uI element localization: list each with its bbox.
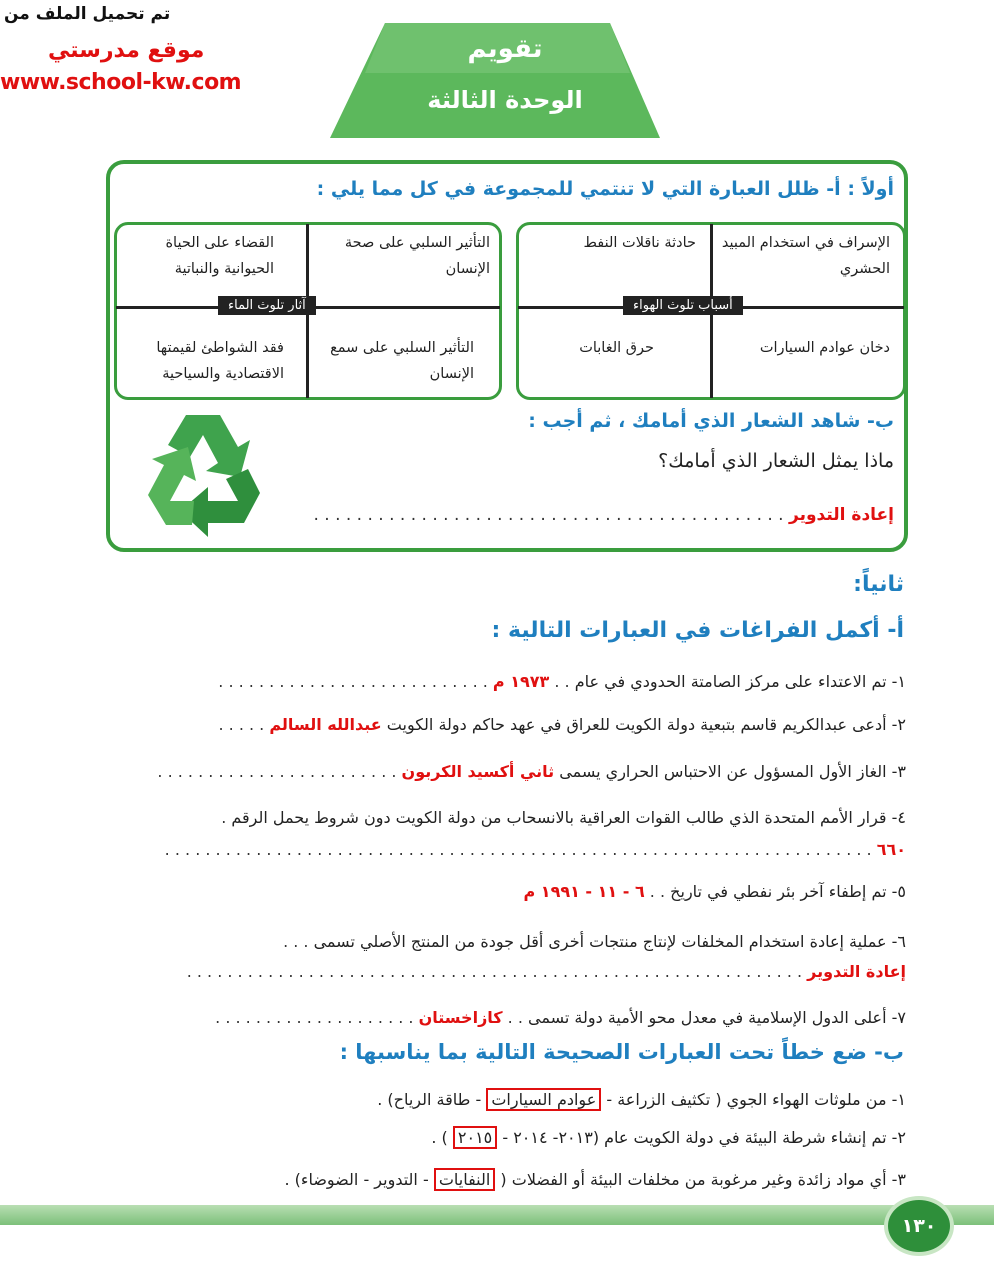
choice-item-3[interactable] — [285, 1170, 907, 1189]
fill-item-answer: ٦ - ١١ - ١٩٩١ م — [523, 882, 645, 901]
fill-item-6-answer-line[interactable]: إعادة التدوير . . . . . . . . . . . . . . . . . . . . . . . . . . . . . . . . . . . . . . . . . . . . . . . . . . . . . . . . . . . . . — [186, 962, 906, 981]
fill-item-answer: إعادة التدوير — [807, 962, 906, 981]
question-1a: أولاً : أ- ظلل العبارة التي لا تنتمي للمجموعة في كل مما يلي : — [316, 178, 894, 200]
choice-item-text: ) . — [431, 1128, 448, 1147]
question-1b: ب- شاهد الشعار الذي أمامك ، ثم أجب : — [528, 410, 894, 432]
fill-item-1[interactable]: ١- تم الاعتداء على مركز الصامتة الحدودي في عام . . ١٩٧٣ م . . . . . . . . . . . . . . . . . . . . . . . . . . . — [218, 672, 906, 691]
question-1b-text: ماذا يمثل الشعار الذي أمامك؟ — [658, 450, 894, 472]
choice-item-2[interactable] — [431, 1128, 906, 1147]
choice-item-text: ٢- تم إنشاء شرطة البيئة في دولة الكويت عام (٢٠١٣- ٢٠١٤ - — [502, 1128, 906, 1147]
fill-item-answer: ثاني أكسيد الكربون — [401, 762, 555, 781]
choice-item-text: ٣- أي مواد زائدة وغير مرغوبة من مخلفات البيئة أو الفضلات ( — [500, 1170, 906, 1189]
fill-item-4[interactable]: ٤- قرار الأمم المتحدة الذي طالب القوات العراقية بالانسحاب من دولة الكويت دون شروط يحمل الرقم . — [221, 808, 906, 827]
header-subtitle: الوحدة الثالثة — [427, 86, 583, 114]
fill-item-6[interactable]: ٦- عملية إعادة استخدام المخلفات لإنتاج منتجات أخرى أقل جودة من المنتج الأصلي تسمى . . . — [283, 932, 906, 951]
watermark-line2: موقع مدرستي — [48, 38, 205, 63]
part2-subtitle-a: أ- أكمل الفراغات في العبارات التالية : — [491, 618, 904, 643]
fill-item-3[interactable]: ٣- الغاز الأول المسؤول عن الاحتباس الحراري يسمى ثاني أكسيد الكربون . . . . . . . . . . . . . . . . . . . . . . . . — [157, 762, 906, 781]
fill-item-text: ٥- تم إطفاء آخر بئر نفطي في تاريخ — [670, 882, 906, 901]
footer-bar — [0, 1205, 994, 1225]
fill-item-text: ٤- قرار الأمم المتحدة الذي طالب القوات العراقية بالانسحاب من دولة الكويت دون شروط يحمل الرقم — [231, 808, 906, 827]
air-cell-4[interactable]: حرق الغابات — [579, 340, 654, 356]
fill-item-text: ٢- أدعى عبدالكريم قاسم بتبعية دولة الكويت للعراق في عهد حاكم دولة الكويت — [386, 715, 906, 734]
fill-item-5[interactable]: ٥- تم إطفاء آخر بئر نفطي في تاريخ . . ٦ - ١١ - ١٩٩١ م — [523, 882, 906, 901]
fill-item-text: ٧- أعلى الدول الإسلامية في معدل محو الأمية دولة تسمى — [528, 1008, 906, 1027]
air-cell-3[interactable]: دخان عوادم السيارات — [759, 340, 890, 356]
air-group-title: أسباب تلوث الهواء — [623, 296, 743, 315]
page-number: ١٣٠ — [884, 1196, 954, 1256]
water-cell-4[interactable]: فقد الشواطئ لقيمتها الاقتصادية والسياحية — [156, 340, 284, 382]
fill-item-text: ٣- الغاز الأول المسؤول عن الاحتباس الحراري يسمى — [559, 762, 906, 781]
choice-item-text: ١- من ملوثات الهواء الجوي ( تكثيف الزراعة - — [606, 1090, 906, 1109]
water-cell-1[interactable]: التأثير السلبي على صحة الإنسان — [344, 235, 490, 277]
fill-item-answer: عبدالله السالم — [269, 715, 382, 734]
air-cell-1[interactable]: الإسراف في استخدام المبيد الحشري — [721, 235, 890, 277]
fill-item-text: ٦- عملية إعادة استخدام المخلفات لإنتاج منتجات أخرى أقل جودة من المنتج الأصلي تسمى — [313, 932, 906, 951]
watermark-url[interactable]: www.school-kw.com — [0, 70, 242, 95]
fill-item-7[interactable]: ٧- أعلى الدول الإسلامية في معدل محو الأمية دولة تسمى . . كازاخستان . . . . . . . . . . . . . . . . . . . . — [215, 1008, 906, 1027]
choice-selected[interactable]: عوادم السيارات — [486, 1088, 601, 1111]
answer-1b-line[interactable]: إعادة التدوير . . . . . . . . . . . . . . . . . . . . . . . . . . . . . . . . . . . . . . . . . . . . — [313, 505, 894, 525]
air-cell-2[interactable]: حادثة ناقلات النفط — [583, 235, 696, 251]
fill-item-answer: ٦٦٠ — [876, 840, 906, 859]
choice-item-text: - طاقة الرياح) . — [377, 1090, 482, 1109]
fill-item-2[interactable]: ٢- أدعى عبدالكريم قاسم بتبعية دولة الكويت للعراق في عهد حاكم دولة الكويت عبدالله السالم . . . . . — [218, 715, 906, 734]
part2-title: ثانياً: — [853, 572, 904, 597]
watermark-line1: تم تحميل الملف من — [4, 4, 171, 24]
fill-item-answer: ١٩٧٣ م — [492, 672, 550, 691]
choice-item-1[interactable] — [377, 1090, 906, 1109]
fill-item-4-answer-line[interactable]: ٦٦٠ . . . . . . . . . . . . . . . . . . . . . . . . . . . . . . . . . . . . . . . . . . . . . . . . . . . . . . . . . . . . . . . . . . . . . . — [164, 840, 906, 859]
header-title: تقويم — [467, 34, 543, 64]
water-group-title: آثار تلوث الماء — [218, 296, 316, 315]
choice-selected[interactable]: ٢٠١٥ — [453, 1126, 497, 1149]
water-cell-2[interactable]: القضاء على الحياة الحيوانية والنباتية — [165, 235, 274, 277]
part2-subtitle-b: ب- ضع خطاً تحت العبارات الصحيحة التالية بما يناسبها : — [339, 1040, 904, 1064]
fill-item-answer: كازاخستان — [418, 1008, 503, 1027]
fill-item-text: ١- تم الاعتداء على مركز الصامتة الحدودي في عام — [574, 672, 906, 691]
answer-1b: إعادة التدوير — [789, 505, 894, 525]
water-cell-3[interactable]: التأثير السلبي على سمع الإنسان — [330, 340, 474, 382]
recycle-icon — [128, 405, 278, 545]
choice-selected[interactable]: النفايات — [434, 1168, 496, 1191]
choice-item-text: - التدوير - الضوضاء) . — [284, 1170, 429, 1189]
